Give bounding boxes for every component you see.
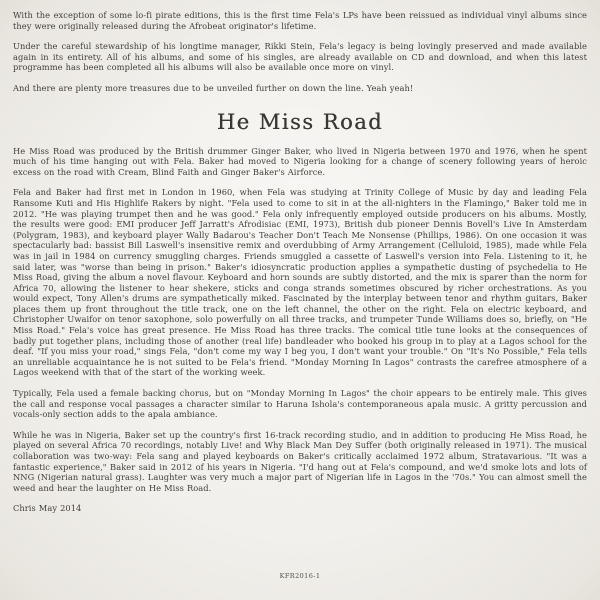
byline: Chris May 2014 [13, 503, 82, 514]
intro-section [13, 10, 587, 94]
intro-paragraph: And there are plenty more treasures due to be unveiled further on down the line. Yeah yeah! [13, 82, 414, 93]
album-title: He Miss Road [216, 109, 384, 134]
liner-notes-section [13, 146, 587, 514]
liner-notes-paragraph: He Miss Road was produced by the British drummer Ginger Baker, who lived in Nigeria between 1970 and 1976, when he spent much of his time hanging out with Fela. Baker had moved to Nigeria looking for a change of scenery following years of heroic excess on the road with Cream, Blind Faith and Ginger Baker's Airforce. [13, 145, 587, 177]
liner-notes-paragraph: Fela and Baker had first met in London in 1960, when Fela was studying at Trinity College of Music by day and leading Fela Ransome Kuti and His Highlife Rakers by night. "Fela used to come to sit in at the all-nighters in the Flamingo," Baker told me in 2012. "He was playing trumpet then and he was good." Fela only infrequently employed outside producers on his albums. Mostly, the results were good: EMI producer Jeff Jarratt's Afrodisiac (EMI, 1973), British dub pioneer Dennis Bovell's Live In Amsterdam (Polygram, 1983), and keyboard player Wally Badarou's Teacher Don't Teach Me Nonsense (Phillips, 1986). On one occasion it was spectacularly bad: bassist Bill Laswell's insensitive remix and overdubbing of Army Arrangement (Celluloid, 1985), made while Fela was in jail in 1984 on currency smuggling charges. Friends smuggled a cassette of Laswell's version into Fela. Listening to it, he said later, was "worse than being in prison." Baker's idiosyncratic production applies a sympathetic dusting of psychedelia to He Miss Road, giving the album a novel flavour. Keyboard and horn sounds are subtly distorted, and the mix is sparer than the norm for Africa 70, allowing the listener to hear shekere, sticks and conga strands sometimes obscured by richer orchestrations. As you would expect, Tony Allen's drums are sympathetically miked. Fascinated by the interplay between tenor and rhythm guitars, Baker places them up front throughout the title track, one on the left channel, the other on the right. Fela on electric keyboard, and Christopher Uwaifor on tenor saxophone, solo powerfully on all three tracks, and trumpeter Tunde Williams does so, briefly, on "He Miss Road." Fela's voice has great presence. He Miss Road has three tracks. The comical title tune looks at the consequences of badly put together plans, including those of another (real life) bandleader who booked his group in to play at a Lagos school for the deaf. "If you miss your road," sings Fela, "don't come my way I beg you, I don't want your trouble." On "It's No Possible," Fela tells an unreliable acquaintance he is not suited to be Fela's friend. "Monday Morning In Lagos" contrasts the carefree atmosphere of a Lagos weekend with that of the start of the working week. [13, 187, 587, 378]
intro-paragraph: Under the careful stewardship of his longtime manager, Rikki Stein, Fela's legacy is being lovingly preserved and made available again in its entirety. All of his albums, and some of his singles, are already available on CD and download, and when this latest programme has been completed all his albums will also be available once more on vinyl. [13, 41, 587, 73]
liner-notes-paragraph: Typically, Fela used a female backing chorus, but on "Monday Morning In Lagos" the choir appears to be entirely male. This gives the call and response vocal passages a character similar to Haruna Ishola's contemporaneous apala music. A gritty percussion and vocals-only section adds to the apala ambiance. [13, 388, 587, 420]
catalog-number: KFR2016-1 [279, 572, 321, 580]
liner-notes-paragraph: While he was in Nigeria, Baker set up the country's first 16-track recording studio, and in addition to producing He Miss Road, he played on several Africa 70 recordings, notably Live! and Why Black Man Dey Suffer (both originally released in 1971). The musical collaboration was two-way: Fela sang and played keyboards on Baker's critically acclaimed 1972 album, Stratavarious. "It was a fantastic experience," Baker said in 2012 of his years in Nigeria. "I'd hang out at Fela's compound, and we'd smoke lots and lots of NNG (Nigerian natural grass). Laughter was very much a major part of Nigerian life in Lagos in the '70s." You can almost smell the weed and hear the laughter on He Miss Road. [13, 429, 587, 493]
intro-paragraph: With the exception of some lo-fi pirate editions, this is the first time Fela's LPs have been reissued as individual vinyl albums since they were originally released during the Afrobeat originator's lifetime. [13, 10, 587, 31]
